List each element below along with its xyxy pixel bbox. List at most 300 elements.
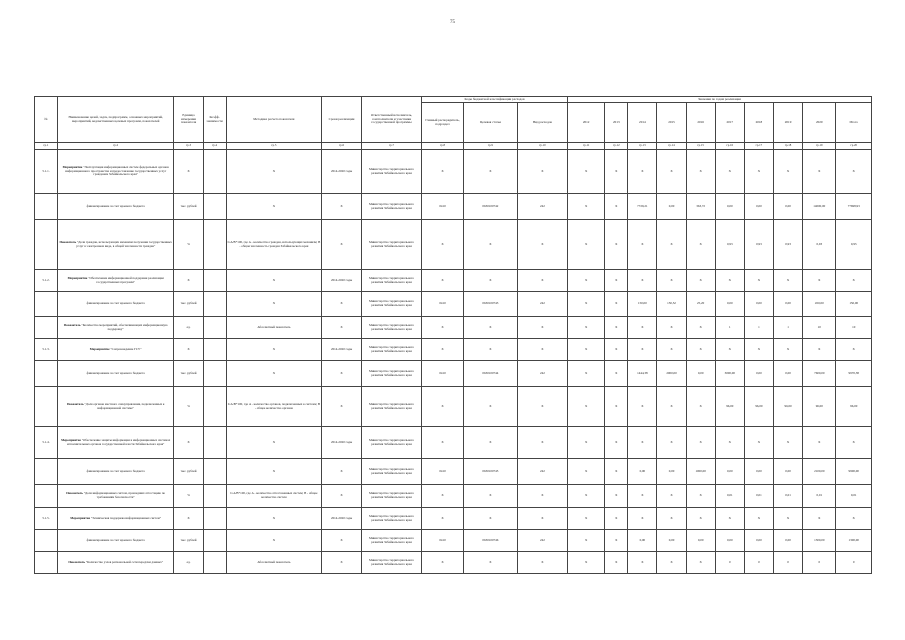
column-number: гр.6 — [322, 143, 362, 150]
row-code-type: 242 — [517, 292, 567, 317]
row-code-type: Х — [517, 485, 567, 508]
header-year: 2020 — [803, 103, 836, 143]
row-type-label: Показатель — [66, 401, 84, 406]
row-unit: Х — [174, 150, 203, 194]
row-number — [35, 485, 58, 508]
row-year-value: 1 — [773, 317, 802, 339]
column-numbers-row — [35, 143, 872, 150]
row-year-value: 0,00 — [744, 194, 773, 220]
table-row — [35, 459, 872, 485]
row-name — [57, 427, 174, 459]
header-resp: Ответственный исполнитель, соисполнители и участники государственной программы — [361, 97, 421, 143]
row-year-value: Х — [628, 427, 657, 459]
row-year-value: 3000,00 — [715, 361, 744, 387]
table-row — [35, 485, 872, 508]
row-year-value: 0,01 — [803, 485, 836, 508]
row-coef — [203, 292, 226, 317]
header-year: 2019 — [773, 103, 802, 143]
row-year-value: Х — [605, 485, 628, 508]
header-values-group: Значения по годам реализации — [567, 97, 871, 103]
row-year-value: Х — [657, 387, 686, 427]
row-term: Х — [322, 552, 362, 574]
row-year-value: Х — [628, 552, 657, 574]
row-unit: тыс. рублей — [174, 194, 203, 220]
column-number: гр.7 — [361, 143, 421, 150]
row-name-text: "Техническая поддержка информационных систем" — [90, 515, 162, 520]
row-unit: % — [174, 387, 203, 427]
row-year-value: 0 — [773, 552, 802, 574]
row-name-text: "Эксплуатация информационных систем федеральных органов информационного пространства и предоставление государственных услуг гражданам Забайкальского края" — [65, 164, 169, 177]
table-row — [35, 220, 872, 270]
row-year-value: 0,00 — [744, 292, 773, 317]
row-year-value: 0,00 — [715, 194, 744, 220]
row-year-value: 0 — [744, 552, 773, 574]
row-name — [57, 361, 174, 387]
row-coef — [203, 220, 226, 270]
row-responsible: Министерство территориального развития Забайкальского края — [361, 361, 421, 387]
row-method: Абсолютный показатель — [226, 552, 322, 574]
row-year-value: Х — [657, 270, 686, 292]
column-number: гр.9 — [463, 143, 517, 150]
column-number: гр.17 — [744, 143, 773, 150]
row-type-label: Показатель — [68, 559, 86, 564]
row-year-value: 7729,21 — [628, 194, 657, 220]
row-year-value: Х — [567, 485, 604, 508]
column-number: гр.14 — [657, 143, 686, 150]
row-code-target: Х — [463, 317, 517, 339]
row-code-target: 0630100743 — [463, 292, 517, 317]
header-name: Наименование целей, задач, подпрограмм, основных мероприятий, мероприятий, ведомственных целевых программ, показателей — [57, 97, 174, 143]
row-year-value: 0,00 — [773, 361, 802, 387]
row-year-value: Х — [686, 508, 715, 530]
row-responsible: Министерство территориального развития Забайкальского края — [361, 427, 421, 459]
row-method: Х — [226, 530, 322, 552]
row-total: Х — [836, 508, 872, 530]
table-row — [35, 387, 872, 427]
row-code-type: 242 — [517, 194, 567, 220]
row-year-value: Х — [657, 150, 686, 194]
row-code-main: Х — [422, 150, 464, 194]
row-code-target: Х — [463, 387, 517, 427]
row-name-text: "Доля информационных систем, прошедших аттестацию по требованиям безопасности" — [82, 491, 166, 499]
row-year-value: 1 — [715, 317, 744, 339]
table-row — [35, 427, 872, 459]
row-year-value: 1 — [744, 317, 773, 339]
row-term: 2014-2020 годы — [322, 150, 362, 194]
row-year-value: Х — [605, 150, 628, 194]
row-year-value: 0,93 — [773, 220, 802, 270]
row-year-value: Х — [567, 361, 604, 387]
row-year-value: Х — [686, 317, 715, 339]
row-year-value: Х — [744, 427, 773, 459]
row-coef — [203, 485, 226, 508]
column-number: гр.18 — [773, 143, 802, 150]
row-number: 5.1.5. — [35, 508, 58, 530]
row-code-main: 0410 — [422, 530, 464, 552]
row-year-value: Х — [567, 317, 604, 339]
row-year-value: 0,93 — [803, 220, 836, 270]
row-year-value: Х — [686, 270, 715, 292]
table-row — [35, 530, 872, 552]
row-type-label: Показатель — [66, 491, 83, 496]
row-year-value: Х — [605, 292, 628, 317]
row-total: 1300,00 — [836, 530, 872, 552]
column-number: гр.10 — [517, 143, 567, 150]
row-method: Х — [226, 150, 322, 194]
row-year-value: 150,52 — [657, 292, 686, 317]
row-code-main: Х — [422, 485, 464, 508]
row-method: Абсолютный показатель — [226, 317, 322, 339]
row-code-main: Х — [422, 427, 464, 459]
header-year: 2014 — [628, 103, 657, 143]
row-type-label: Показатель — [63, 322, 81, 327]
row-name-text: "Сопровождение ГСУ" — [109, 346, 142, 351]
row-year-value: Х — [744, 339, 773, 361]
row-total: 9970,38 — [836, 361, 872, 387]
row-year-value: Х — [686, 220, 715, 270]
row-year-value: Х — [715, 270, 744, 292]
row-year-value: Х — [657, 485, 686, 508]
row-number: 5.1.1. — [35, 150, 58, 194]
row-term: Х — [322, 317, 362, 339]
row-year-value: Х — [803, 339, 836, 361]
row-name-text: финансирование за счет краевого бюджета — [86, 537, 145, 542]
row-year-value: 0,00 — [657, 530, 686, 552]
row-name — [57, 508, 174, 530]
row-year-value: Х — [744, 150, 773, 194]
row-term: Х — [322, 485, 362, 508]
row-year-value: Х — [773, 270, 802, 292]
row-code-type: Х — [517, 427, 567, 459]
header-year: 2017 — [715, 103, 744, 143]
row-method: Х — [226, 270, 322, 292]
row-code-type: 242 — [517, 361, 567, 387]
column-number: гр.8 — [422, 143, 464, 150]
row-year-value: Х — [686, 339, 715, 361]
table-header — [35, 97, 872, 150]
row-year-value: Х — [773, 508, 802, 530]
row-number: 5.1.3. — [35, 339, 58, 361]
row-coef — [203, 317, 226, 339]
row-name — [57, 459, 174, 485]
table-row — [35, 270, 872, 292]
row-year-value: Х — [657, 339, 686, 361]
row-year-value: Х — [605, 530, 628, 552]
row-coef — [203, 530, 226, 552]
row-type-label: Показатель — [59, 239, 77, 244]
row-year-value: 1444,38 — [628, 361, 657, 387]
row-year-value: Х — [803, 270, 836, 292]
row-name-text: финансирование за счет краевого бюджета — [86, 203, 145, 208]
row-year-value: 0 — [803, 552, 836, 574]
header-coef: Коэфф. значимости — [203, 97, 226, 143]
row-unit: ед. — [174, 552, 203, 574]
row-code-main: Х — [422, 317, 464, 339]
table-row — [35, 194, 872, 220]
row-unit: тыс. рублей — [174, 292, 203, 317]
row-code-target: 0630100744 — [463, 361, 517, 387]
row-term: Х — [322, 387, 362, 427]
row-type-label: Мероприятие — [61, 437, 81, 442]
row-name — [57, 530, 174, 552]
row-year-value: Х — [628, 485, 657, 508]
header-year: 2016 — [686, 103, 715, 143]
row-year-value: 0,01 — [715, 485, 744, 508]
row-coef — [203, 459, 226, 485]
row-year-value: Х — [605, 270, 628, 292]
row-year-value: Х — [605, 361, 628, 387]
row-responsible: Министерство территориального развития Забайкальского края — [361, 194, 421, 220]
row-number — [35, 292, 58, 317]
column-number: гр.3 — [174, 143, 203, 150]
row-number — [35, 459, 58, 485]
row-year-value: Х — [715, 427, 744, 459]
row-year-value: Х — [657, 220, 686, 270]
row-year-value: 10 — [803, 317, 836, 339]
row-year-value: Х — [567, 459, 604, 485]
row-year-value: 0,00 — [628, 459, 657, 485]
row-responsible: Министерство территориального развития Забайкальского края — [361, 459, 421, 485]
row-name-text: финансирование за счет краевого бюджета — [86, 301, 145, 306]
row-code-type: Х — [517, 220, 567, 270]
column-number: гр.15 — [686, 143, 715, 150]
row-total: Х — [836, 339, 872, 361]
row-year-value: 0,93 — [715, 220, 744, 270]
budget-table — [34, 96, 872, 574]
row-unit: % — [174, 485, 203, 508]
header-year: 2018 — [744, 103, 773, 143]
row-code-main: Х — [422, 270, 464, 292]
row-name — [57, 220, 174, 270]
column-number: гр.16 — [715, 143, 744, 150]
row-year-value: Х — [773, 150, 802, 194]
row-year-value: Х — [686, 427, 715, 459]
row-name — [57, 194, 174, 220]
row-code-main: Х — [422, 387, 464, 427]
row-code-main: 0410 — [422, 361, 464, 387]
row-number — [35, 530, 58, 552]
row-year-value: Х — [803, 427, 836, 459]
row-term: 2014-2020 годы — [322, 427, 362, 459]
row-code-type: Х — [517, 150, 567, 194]
row-number — [35, 194, 58, 220]
row-code-target: Х — [463, 427, 517, 459]
row-name — [57, 552, 174, 574]
row-unit: Х — [174, 508, 203, 530]
row-term: Х — [322, 220, 362, 270]
table-row — [35, 508, 872, 530]
row-code-type: 242 — [517, 459, 567, 485]
row-year-value: Х — [605, 508, 628, 530]
row-year-value: Х — [686, 387, 715, 427]
row-method: Х — [226, 361, 322, 387]
row-name-text: "Доля граждан, использующих механизм получения государственных услуг в электронном виде, в общей численности граждан" — [76, 239, 172, 248]
row-responsible: Министерство территориального развития Забайкальского края — [361, 552, 421, 574]
table-row — [35, 339, 872, 361]
row-name-text: финансирование за счет краевого бюджета — [86, 468, 145, 473]
row-year-value: Х — [715, 150, 744, 194]
row-year-value: 14000,00 — [803, 194, 836, 220]
row-responsible: Министерство территориального развития Забайкальского края — [361, 317, 421, 339]
row-year-value: 96,00 — [773, 387, 802, 427]
row-year-value: Х — [605, 317, 628, 339]
row-year-value: 7600,00 — [803, 361, 836, 387]
row-total: 96,00 — [836, 387, 872, 427]
row-year-value: Х — [744, 270, 773, 292]
row-year-value: 0,00 — [715, 292, 744, 317]
row-year-value: 1000,00 — [686, 459, 715, 485]
column-number: гр.5 — [226, 143, 322, 150]
row-code-main: Х — [422, 552, 464, 574]
row-code-main: 0410 — [422, 194, 464, 220]
row-year-value: Х — [567, 427, 604, 459]
header-num: № — [35, 97, 58, 143]
row-year-value: Х — [567, 552, 604, 574]
row-responsible: Министерство территориального развития Забайкальского края — [361, 530, 421, 552]
header-total: Итого — [836, 103, 872, 143]
row-name — [57, 485, 174, 508]
row-code-target: 0630100746 — [463, 530, 517, 552]
row-coef — [203, 194, 226, 220]
row-year-value: 2100,00 — [803, 459, 836, 485]
row-year-value: 0,00 — [744, 459, 773, 485]
row-name-text: финансирование за счет краевого бюджета — [86, 370, 145, 375]
row-code-target: 0630100745 — [463, 459, 517, 485]
row-total: Х — [836, 427, 872, 459]
row-year-value: 0,00 — [773, 194, 802, 220]
row-code-type: Х — [517, 552, 567, 574]
row-year-value: Х — [605, 387, 628, 427]
row-method: Х — [226, 459, 322, 485]
column-number: гр.4 — [203, 143, 226, 150]
row-code-target: Х — [463, 270, 517, 292]
row-year-value: Х — [628, 387, 657, 427]
row-total: 77698,93 — [836, 194, 872, 220]
row-year-value: 0,00 — [657, 194, 686, 220]
row-year-value: Х — [657, 317, 686, 339]
table-row — [35, 150, 872, 194]
row-year-value: 0,01 — [744, 485, 773, 508]
row-year-value: Х — [628, 220, 657, 270]
row-responsible: Министерство территориального развития Забайкальского края — [361, 270, 421, 292]
header-method: Методика расчета показателя — [226, 97, 322, 143]
row-code-main: 0410 — [422, 459, 464, 485]
row-year-value: Х — [605, 194, 628, 220]
row-year-value: 96,00 — [715, 387, 744, 427]
row-year-value: Х — [773, 339, 802, 361]
header-year: 2015 — [657, 103, 686, 143]
row-year-value: Х — [567, 508, 604, 530]
row-method: Х — [226, 194, 322, 220]
row-type-label: Мероприятие — [67, 275, 88, 280]
row-responsible: Министерство территориального развития Забайкальского края — [361, 508, 421, 530]
table-row — [35, 317, 872, 339]
header-code-col: Главный распорядитель, подраздел — [422, 103, 464, 143]
row-total: 9900,00 — [836, 459, 872, 485]
row-type-label: Мероприятие — [70, 515, 91, 520]
header-year: 2012 — [567, 103, 604, 143]
row-year-value: Х — [628, 508, 657, 530]
row-term: 2014-2020 годы — [322, 508, 362, 530]
header-term: Сроки реализации — [322, 97, 362, 143]
row-term: Х — [322, 361, 362, 387]
row-year-value: 0,00 — [715, 459, 744, 485]
row-code-target: 0630100742 — [463, 194, 517, 220]
row-code-target: Х — [463, 508, 517, 530]
row-year-value: Х — [657, 427, 686, 459]
row-year-value: Х — [567, 270, 604, 292]
row-method: I=A/B*100, где A - количество аттестованных систем; B - общее количество систем — [226, 485, 322, 508]
row-year-value: Х — [567, 387, 604, 427]
row-year-value: 96,00 — [744, 387, 773, 427]
row-responsible: Министерство территориального развития Забайкальского края — [361, 485, 421, 508]
column-number: гр.12 — [605, 143, 628, 150]
row-coef — [203, 387, 226, 427]
row-year-value: Х — [628, 150, 657, 194]
column-number: гр.1 — [35, 143, 58, 150]
column-number: гр.11 — [567, 143, 604, 150]
row-responsible: Министерство территориального развития Забайкальского края — [361, 387, 421, 427]
row-year-value: 0,00 — [744, 530, 773, 552]
row-code-target: Х — [463, 220, 517, 270]
row-code-main: Х — [422, 339, 464, 361]
header-year: 2013 — [605, 103, 628, 143]
row-total: 0 — [836, 552, 872, 574]
row-year-value: Х — [605, 339, 628, 361]
row-number — [35, 552, 58, 574]
row-method: I=A/B*100, где A - количество органов, подключенных к системе; B - общее количество органов — [226, 387, 322, 427]
row-year-value: 25,20 — [686, 292, 715, 317]
row-year-value: Х — [605, 459, 628, 485]
row-total: Х — [836, 150, 872, 194]
row-year-value: 150,00 — [628, 292, 657, 317]
row-unit: % — [174, 220, 203, 270]
row-code-type: 242 — [517, 530, 567, 552]
row-responsible: Министерство территориального развития Забайкальского края — [361, 292, 421, 317]
row-year-value: 0,00 — [773, 292, 802, 317]
header-code-col: Вид расходов — [517, 103, 567, 143]
row-unit: Х — [174, 427, 203, 459]
row-year-value: Х — [715, 339, 744, 361]
row-name — [57, 292, 174, 317]
column-number: гр.13 — [628, 143, 657, 150]
row-code-type: Х — [517, 339, 567, 361]
row-name — [57, 387, 174, 427]
row-year-value: Х — [628, 317, 657, 339]
row-year-value: 0,00 — [715, 530, 744, 552]
row-coef — [203, 339, 226, 361]
row-method: Х — [226, 427, 322, 459]
row-unit: тыс. рублей — [174, 459, 203, 485]
row-name-text: "Доля органов местного самоуправления, подключенных к информационной системе" — [83, 401, 165, 410]
row-method: Х — [226, 508, 322, 530]
row-year-value: Х — [657, 552, 686, 574]
row-coef — [203, 270, 226, 292]
row-year-value: 0 — [715, 552, 744, 574]
header-code-col: Целевая статья — [463, 103, 517, 143]
row-code-target: Х — [463, 339, 517, 361]
row-year-value: Х — [803, 508, 836, 530]
row-year-value: 0,00 — [657, 459, 686, 485]
row-number — [35, 220, 58, 270]
row-total: 150,00 — [836, 292, 872, 317]
row-year-value: Х — [657, 508, 686, 530]
column-number: гр.2 — [57, 143, 174, 150]
row-year-value: Х — [773, 427, 802, 459]
row-code-type: Х — [517, 317, 567, 339]
row-type-label: Мероприятие — [62, 164, 83, 169]
column-number: гр.19 — [803, 143, 836, 150]
